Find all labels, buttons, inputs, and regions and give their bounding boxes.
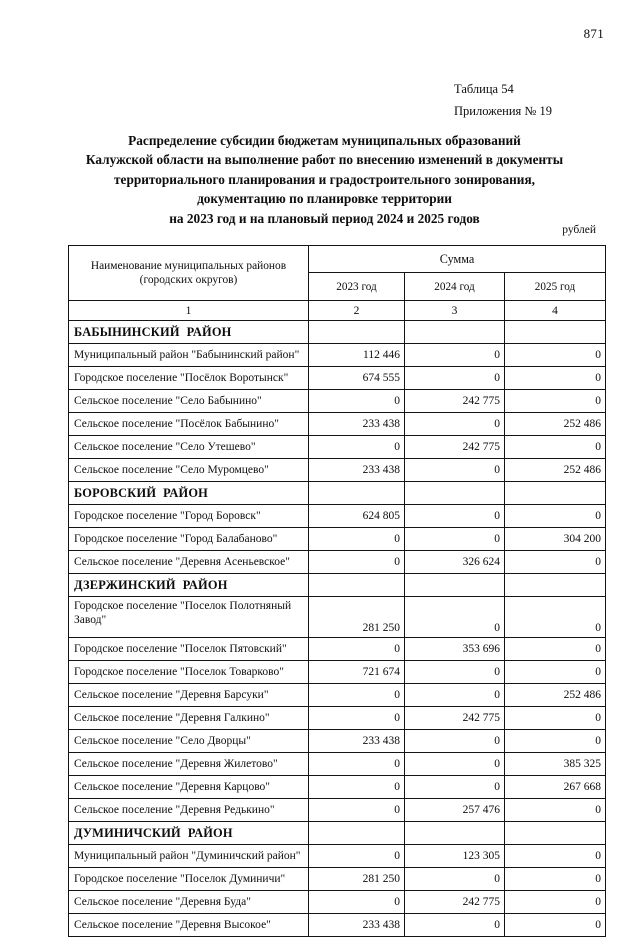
table-header xyxy=(69,246,606,321)
municipality-name: Сельское поселение "Село Утешево" xyxy=(69,436,309,459)
amount-2024: 326 624 xyxy=(405,551,505,574)
amount-2024: 257 476 xyxy=(405,799,505,822)
district-name xyxy=(69,482,309,505)
amount-2023: 0 xyxy=(309,707,405,730)
amount-2025: 0 xyxy=(505,638,606,661)
district-header-row xyxy=(69,321,606,344)
amount-2025: 0 xyxy=(505,707,606,730)
table-row xyxy=(69,367,606,390)
amount-2025: 0 xyxy=(505,344,606,367)
municipality-name: Муниципальный район "Думиничский район" xyxy=(69,845,309,868)
amount-2025: 252 486 xyxy=(505,413,606,436)
municipality-name: Сельское поселение "Деревня Галкино" xyxy=(69,707,309,730)
district-header-empty-cell-y2023 xyxy=(309,574,405,597)
table-row xyxy=(69,776,606,799)
amount-2023: 233 438 xyxy=(309,459,405,482)
amount-2025: 304 200 xyxy=(505,528,606,551)
amount-2024: 0 xyxy=(405,505,505,528)
table-row xyxy=(69,914,606,937)
amount-2025: 0 xyxy=(505,390,606,413)
column-number-y1: 2 xyxy=(309,301,405,321)
amount-2025: 0 xyxy=(505,436,606,459)
amount-2024: 0 xyxy=(405,868,505,891)
district-header-empty-cell-y2025 xyxy=(505,321,606,344)
table-row xyxy=(69,413,606,436)
table-row xyxy=(69,753,606,776)
amount-2024: 123 305 xyxy=(405,845,505,868)
district-name-word-2: РАЙОН xyxy=(163,485,209,500)
district-header-row xyxy=(69,482,606,505)
amount-2025: 0 xyxy=(505,914,606,937)
district-name xyxy=(69,822,309,845)
amount-2023: 0 xyxy=(309,638,405,661)
amount-2025: 0 xyxy=(505,845,606,868)
amount-2025: 252 486 xyxy=(505,459,606,482)
table-row xyxy=(69,661,606,684)
table-row xyxy=(69,528,606,551)
amount-2024: 0 xyxy=(405,413,505,436)
amount-2025: 385 325 xyxy=(505,753,606,776)
municipality-name: Сельское поселение "Деревня Барсуки" xyxy=(69,684,309,707)
municipality-name: Сельское поселение "Деревня Высокое" xyxy=(69,914,309,937)
district-header-empty-cell-y2024 xyxy=(405,482,505,505)
municipality-name: Сельское поселение "Деревня Буда" xyxy=(69,891,309,914)
amount-2024: 353 696 xyxy=(405,638,505,661)
district-name-word-1: ДЗЕРЖИНСКИЙ xyxy=(74,577,176,592)
municipality-name: Городское поселение "Город Боровск" xyxy=(69,505,309,528)
district-header-empty-cell-y2025 xyxy=(505,482,606,505)
column-header-name xyxy=(69,246,309,301)
subsidy-distribution-table xyxy=(68,245,605,937)
district-header-empty-cell-y2024 xyxy=(405,574,505,597)
amount-2025: 252 486 xyxy=(505,684,606,707)
district-header-empty-cell-y2024 xyxy=(405,822,505,845)
amount-2024: 242 775 xyxy=(405,707,505,730)
amount-2023: 0 xyxy=(309,799,405,822)
municipality-name: Сельское поселение "Село Бабынино" xyxy=(69,390,309,413)
table-caption-block xyxy=(454,78,604,122)
column-header-name-line-2: (городских округов) xyxy=(139,274,238,286)
table-row xyxy=(69,436,606,459)
amount-2023: 0 xyxy=(309,390,405,413)
municipality-name: Городское поселение "Город Балабаново" xyxy=(69,528,309,551)
amount-2025: 0 xyxy=(505,367,606,390)
table-number-label: Таблица 54 xyxy=(454,82,514,96)
table-row xyxy=(69,684,606,707)
municipality-name: Сельское поселение "Деревня Асеньевское" xyxy=(69,551,309,574)
amount-2024: 0 xyxy=(405,730,505,753)
column-number-y2: 3 xyxy=(405,301,505,321)
column-header-year-2025: 2025 год xyxy=(505,273,606,301)
amount-2023: 112 446 xyxy=(309,344,405,367)
title-line-2: Калужской области на выполнение работ по внесению изменений в документы xyxy=(85,152,564,168)
municipality-name: Сельское поселение "Деревня Редькино" xyxy=(69,799,309,822)
amount-2024: 0 xyxy=(405,776,505,799)
district-header-row xyxy=(69,574,606,597)
district-name xyxy=(69,321,309,344)
municipality-name: Городское поселение "Поселок Думиничи" xyxy=(69,868,309,891)
column-number-row xyxy=(69,301,606,321)
amount-2024: 0 xyxy=(405,914,505,937)
amount-2024: 242 775 xyxy=(405,891,505,914)
amount-2023: 0 xyxy=(309,551,405,574)
district-header-empty-cell-y2023 xyxy=(309,321,405,344)
table-row xyxy=(69,891,606,914)
title-line-3: территориального планирования и градостроительного зонирования, xyxy=(114,171,535,187)
amount-2023: 281 250 xyxy=(309,868,405,891)
amount-2023: 0 xyxy=(309,776,405,799)
amount-2023: 624 805 xyxy=(309,505,405,528)
municipality-name: Сельское поселение "Посёлок Бабынино" xyxy=(69,413,309,436)
amount-2023: 674 555 xyxy=(309,367,405,390)
amount-2025: 0 xyxy=(505,799,606,822)
amount-2025: 0 xyxy=(505,868,606,891)
municipality-name: Городское поселение "Посёлок Воротынск" xyxy=(69,367,309,390)
table-row xyxy=(69,707,606,730)
column-header-sum: Сумма xyxy=(309,246,606,273)
table-row xyxy=(69,505,606,528)
amount-2023: 0 xyxy=(309,684,405,707)
amount-2024: 0 xyxy=(405,528,505,551)
amount-2023: 233 438 xyxy=(309,730,405,753)
table-row xyxy=(69,459,606,482)
amount-2023: 281 250 xyxy=(309,597,405,638)
column-header-name-line-1: Наименование муниципальных районов xyxy=(90,259,287,272)
district-header-empty-cell-y2025 xyxy=(505,822,606,845)
municipality-name: Сельское поселение "Село Дворцы" xyxy=(69,730,309,753)
amount-2024: 0 xyxy=(405,753,505,776)
amount-2024: 0 xyxy=(405,597,505,638)
table-row xyxy=(69,344,606,367)
municipality-name: Сельское поселение "Село Муромцево" xyxy=(69,459,309,482)
district-header-empty-cell-y2023 xyxy=(309,822,405,845)
municipality-name: Городское поселение "Поселок Полотняный Завод" xyxy=(69,597,309,638)
amount-2023: 721 674 xyxy=(309,661,405,684)
column-header-year-2023: 2023 год xyxy=(309,273,405,301)
title-line-1: Распределение субсидии бюджетам муниципальных образований xyxy=(128,133,521,148)
table-row xyxy=(69,638,606,661)
amount-2025: 0 xyxy=(505,661,606,684)
title-line-4: документацию по планировке территории xyxy=(197,191,452,207)
amount-2024: 0 xyxy=(405,344,505,367)
district-header-row xyxy=(69,822,606,845)
amount-2025: 0 xyxy=(505,891,606,914)
page-number: 871 xyxy=(583,26,604,41)
municipality-name: Городское поселение "Поселок Товарково" xyxy=(69,661,309,684)
amount-2025: 0 xyxy=(505,730,606,753)
district-name-word-1: БАБЫНИНСКИЙ xyxy=(74,324,180,339)
amount-2024: 242 775 xyxy=(405,390,505,413)
amount-2025: 0 xyxy=(505,551,606,574)
district-header-empty-cell-y2025 xyxy=(505,574,606,597)
district-name-word-1: БОРОВСКИЙ xyxy=(74,485,157,500)
district-name xyxy=(69,574,309,597)
district-name-word-2: РАЙОН xyxy=(187,825,233,840)
amount-2024: 0 xyxy=(405,661,505,684)
appendix-number-label: Приложения № 19 xyxy=(454,104,552,118)
table-body xyxy=(69,321,606,937)
table-row xyxy=(69,845,606,868)
amount-2023: 0 xyxy=(309,753,405,776)
table-row xyxy=(69,799,606,822)
district-header-empty-cell-y2023 xyxy=(309,482,405,505)
table-row xyxy=(69,730,606,753)
district-name-word-2: РАЙОН xyxy=(186,324,232,339)
municipality-name: Сельское поселение "Деревня Карцово" xyxy=(69,776,309,799)
title-line-5: на 2023 год и на плановый период 2024 и 2025 годов xyxy=(169,210,480,226)
amount-2023: 0 xyxy=(309,845,405,868)
amount-2024: 0 xyxy=(405,684,505,707)
table-row xyxy=(69,390,606,413)
amount-2023: 233 438 xyxy=(309,914,405,937)
column-number-y3: 4 xyxy=(505,301,606,321)
municipality-name: Муниципальный район "Бабынинский район" xyxy=(69,344,309,367)
amount-2023: 0 xyxy=(309,436,405,459)
table-row xyxy=(69,551,606,574)
amount-2024: 0 xyxy=(405,367,505,390)
document-title xyxy=(50,131,599,228)
amount-2025: 0 xyxy=(505,597,606,638)
district-name-word-1: ДУМИНИЧСКИЙ xyxy=(74,825,181,840)
column-header-year-2024: 2024 год xyxy=(405,273,505,301)
amount-2023: 0 xyxy=(309,528,405,551)
table-row xyxy=(69,868,606,891)
municipality-name: Городское поселение "Поселок Пятовский" xyxy=(69,638,309,661)
municipality-name: Сельское поселение "Деревня Жилетово" xyxy=(69,753,309,776)
amount-2023: 0 xyxy=(309,891,405,914)
amount-2025: 267 668 xyxy=(505,776,606,799)
amount-2023: 233 438 xyxy=(309,413,405,436)
table-row xyxy=(69,597,606,638)
amount-2024: 0 xyxy=(405,459,505,482)
amount-2025: 0 xyxy=(505,505,606,528)
amount-2024: 242 775 xyxy=(405,436,505,459)
district-header-empty-cell-y2024 xyxy=(405,321,505,344)
column-number-name: 1 xyxy=(69,301,309,321)
district-name-word-2: РАЙОН xyxy=(182,577,228,592)
units-label: рублей xyxy=(562,224,596,236)
